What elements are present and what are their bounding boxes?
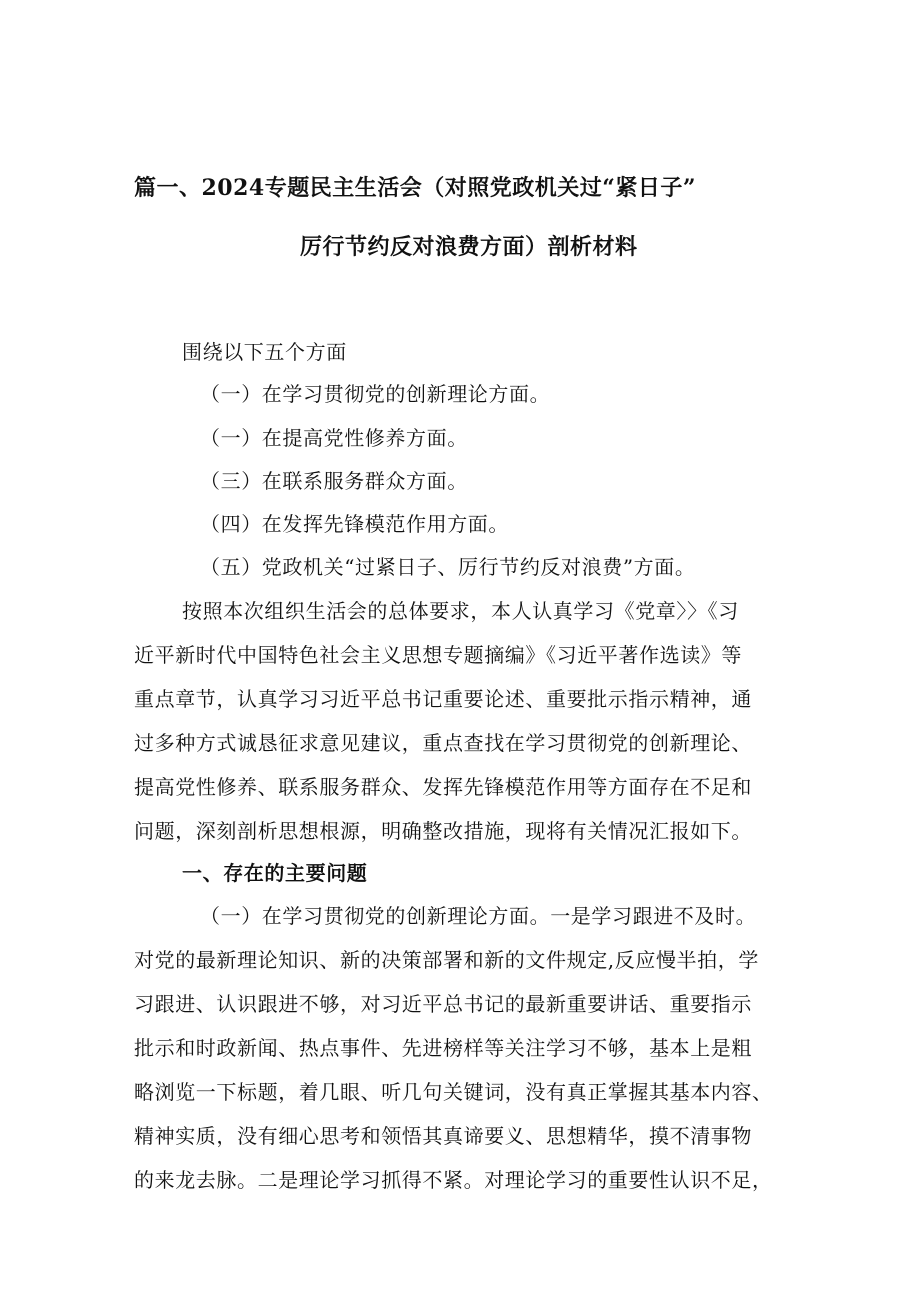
paragraph-1-line-3: 重点章节，认真学习习近平总书记重要论述、重要批示指示精神，通 [134, 687, 752, 711]
paragraph-1-line-4: 过多种方式诚恳征求意见建议，重点查找在学习贯彻党的创新理论、 [134, 731, 752, 755]
paragraph-1-line-5: 提高党性修养、联系服务群众、发挥先锋模范作用等方面存在不足和 [134, 775, 752, 799]
paragraph-2-line-1: （一）在学习贯彻党的创新理论方面。一是学习跟进不及时。 [200, 904, 757, 928]
intro-text: 围绕以下五个方面 [182, 340, 347, 364]
paragraph-2-line-3: 习跟进、认识跟进不够，对习近平总书记的最新重要讲话、重要指示 [134, 992, 752, 1016]
aspect-item-1: （一）在学习贯彻党的创新理论方面。 [200, 382, 551, 406]
paragraph-2-line-2: 对党的最新理论知识、新的决策部署和新的文件规定,反应慢半拍，学 [134, 948, 759, 972]
paragraph-2-line-6: 精神实质，没有细心思考和领悟其真谛要义、思想精华，摸不清事物 [134, 1124, 752, 1148]
paragraph-2-line-7: 的来龙去脉。二是理论学习抓得不紧。对理论学习的重要性认识不足， [134, 1168, 773, 1192]
aspect-item-3: （三）在联系服务群众方面。 [200, 469, 468, 493]
paragraph-1-line-6: 问题，深刻剖析思想根源，明确整改措施，现将有关情况汇报如下。 [134, 819, 752, 843]
paragraph-1-line-2: 近平新时代中国特色社会主义思想专题摘编》《习近平著作选读》等 [134, 643, 742, 667]
paragraph-2-line-4: 批示和时政新闻、热点事件、先进榜样等关注学习不够，基本上是粗 [134, 1036, 752, 1060]
document-title-line-1: 篇一、2024专题民主生活会（对照党政机关过“紧日子” [134, 175, 697, 201]
document-title-line-2: 厉行节约反对浪费方面）剖析材料 [300, 234, 638, 260]
paragraph-2-line-5: 略浏览一下标题，着几眼、听几句关键词，没有真正掌握其基本内容、 [134, 1080, 773, 1104]
section-heading-problems: 一、存在的主要问题 [182, 861, 368, 885]
aspect-item-4: （四）在发挥先锋模范作用方面。 [200, 512, 509, 536]
paragraph-1-line-1: 按照本次组织生活会的总体要求，本人认真学习《党章〉〉《习 [182, 599, 739, 623]
aspect-item-2: （一）在提高党性修养方面。 [200, 426, 468, 450]
aspect-item-5: （五）党政机关“过紧日子、厉行节约反对浪费”方面。 [200, 555, 696, 579]
